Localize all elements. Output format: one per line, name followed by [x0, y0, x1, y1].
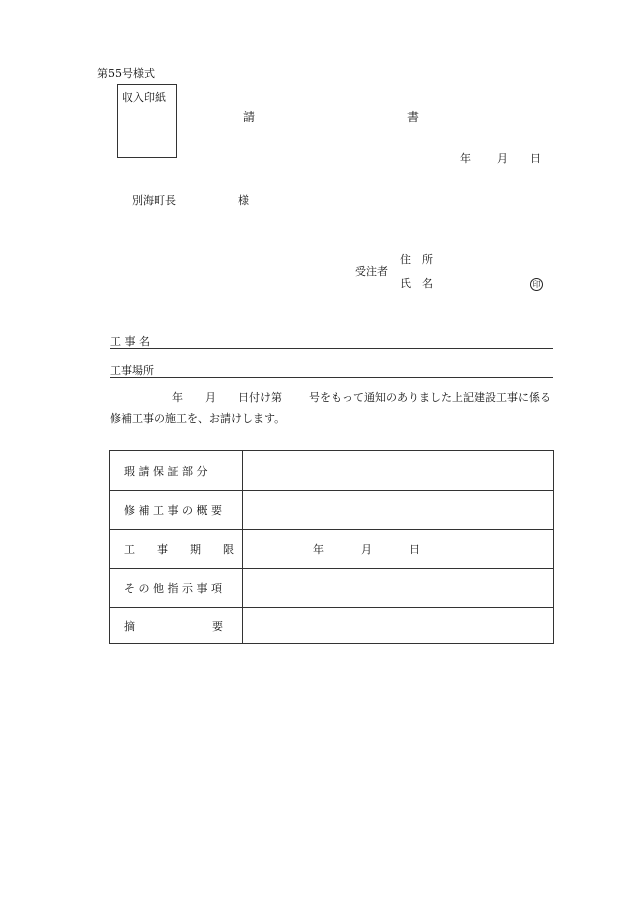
- revenue-stamp-label: 収入印紙: [122, 91, 166, 104]
- date-month-label: 月: [497, 152, 508, 165]
- table-row-label: 修 補 工 事 の 概 要: [124, 504, 222, 517]
- body-line2: 修補工事の施工を、お請けします。: [110, 412, 286, 425]
- table-row-label: そ の 他 指 示 事 項: [124, 582, 222, 595]
- date-day-label: 日: [530, 152, 541, 165]
- seal-icon: [530, 278, 543, 291]
- body-line1-month: 月: [205, 391, 216, 404]
- body-line1-year: 年: [172, 391, 183, 404]
- document-title-right: 書: [407, 110, 420, 124]
- project-name-underline: [110, 348, 553, 349]
- table-row: [110, 490, 553, 529]
- body-line1-rest: 号をもって通知のありました上記建設工事に係る: [309, 391, 551, 404]
- project-location-underline: [110, 377, 553, 378]
- project-name-label: 工 事 名: [110, 335, 150, 348]
- project-location-label: 工事場所: [110, 364, 154, 377]
- contractor-name-label: 氏 名: [400, 277, 433, 290]
- body-line1-date-prefix: 日付け第: [238, 391, 282, 404]
- table-row: [110, 451, 553, 490]
- table-row-label: 瑕 請 保 証 部 分: [124, 464, 208, 478]
- table-row-value: [243, 451, 553, 490]
- table-row: [110, 568, 553, 607]
- table-column-divider: [242, 451, 243, 643]
- deadline-month-label: 月: [361, 543, 372, 556]
- revenue-stamp-box: [117, 84, 177, 158]
- addressee-name: 別海町長: [132, 194, 176, 207]
- addressee-honorific: 様: [238, 194, 249, 207]
- seal-mark: 印: [530, 278, 543, 291]
- table-row-value: [243, 530, 553, 568]
- instruction-table: [109, 450, 554, 644]
- table-row-value: [243, 569, 553, 607]
- form-number: 第55号様式: [97, 67, 155, 80]
- document-title-left: 請: [243, 110, 256, 124]
- table-row: [110, 607, 553, 644]
- contractor-role-label: 受注者: [355, 265, 388, 278]
- deadline-year-label: 年: [313, 543, 324, 556]
- table-row-label: 工 事 期 限: [124, 543, 234, 556]
- contractor-address-label: 住 所: [400, 253, 433, 266]
- table-row-label: 摘 要: [124, 620, 223, 633]
- date-year-label: 年: [460, 152, 471, 165]
- table-row-value: [243, 491, 553, 529]
- table-row: [110, 529, 553, 568]
- table-row-value: [243, 608, 553, 644]
- deadline-day-label: 日: [409, 543, 420, 556]
